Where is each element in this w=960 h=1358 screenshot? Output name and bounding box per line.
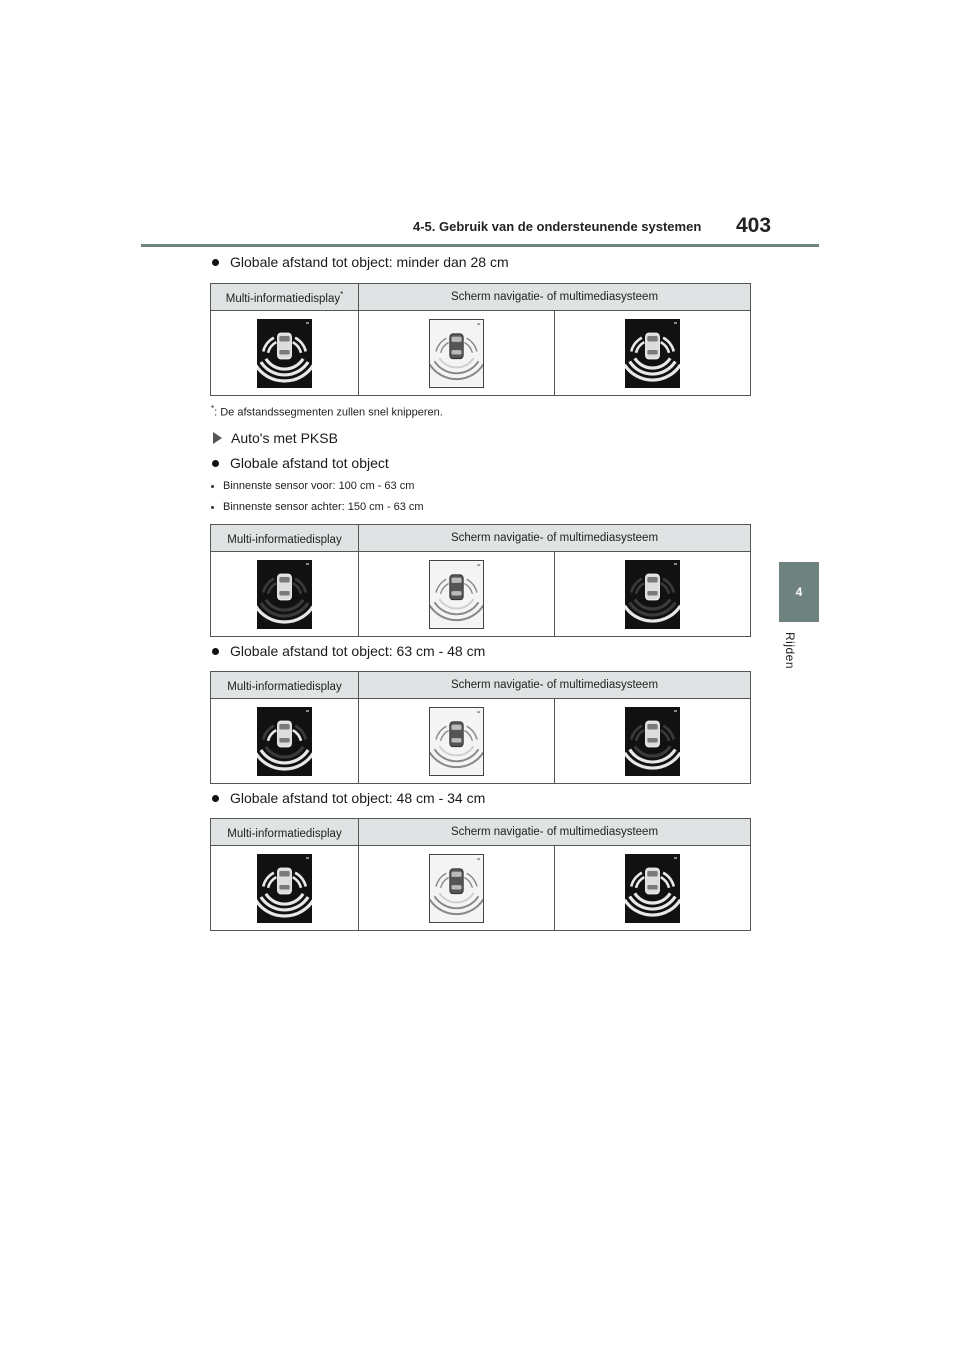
heading-distance-under-28: [210, 254, 509, 270]
display-table-1: [210, 283, 751, 396]
cell-nav-image-light: [359, 699, 555, 784]
heading-distance-63-48: [210, 643, 485, 659]
column-header-multi-info: Multi-informatiedisplay: [211, 525, 359, 552]
multi-info-display-image: [257, 560, 312, 629]
chapter-label: Rijden: [783, 632, 797, 670]
chapter-number: 4: [795, 585, 803, 599]
multi-info-display-image: [257, 319, 312, 388]
multi-info-display-image: [257, 707, 312, 776]
heading-text: Globale afstand tot object: 63 cm - 48 cm: [230, 643, 486, 659]
cell-nav-image-dark: [555, 699, 751, 784]
display-table-3: [210, 671, 751, 784]
sensor-rear-line: Binnenste sensor achter: 150 cm - 63 cm: [211, 501, 424, 513]
cell-multi-info-image: [211, 552, 359, 637]
sensor-front-line: Binnenste sensor voor: 100 cm - 63 cm: [211, 480, 414, 492]
nav-screen-light-image: [429, 707, 484, 776]
cell-nav-image-dark: [555, 552, 751, 637]
multi-info-display-image: [257, 854, 312, 923]
bullet-icon: [211, 506, 214, 509]
nav-screen-light-image: [429, 319, 484, 388]
display-table-2: [210, 524, 751, 637]
column-header-navigation: Scherm navigatie- of multimediasysteem: [359, 525, 751, 552]
display-table-4: [210, 818, 751, 931]
footnote: *: De afstandssegmenten zullen snel knipperen.: [211, 404, 443, 419]
bullet-icon: [212, 648, 219, 655]
cell-nav-image-dark: [555, 846, 751, 931]
bullet-icon: [211, 485, 214, 488]
nav-screen-dark-image: [625, 319, 680, 388]
column-header-navigation: Scherm navigatie- of multimediasysteem: [359, 819, 751, 846]
column-header-multi-info: Multi-informatiedisplay: [211, 819, 359, 846]
section-title: 4-5. Gebruik van de ondersteunende systemen: [413, 219, 702, 234]
bullet-icon: [212, 795, 219, 802]
nav-screen-dark-image: [625, 854, 680, 923]
cell-multi-info-image: [211, 846, 359, 931]
column-header-navigation: Scherm navigatie- of multimediasysteem: [359, 672, 751, 699]
page-number: 403: [736, 214, 772, 237]
heading-text: Globale afstand tot object: [230, 455, 389, 471]
cell-nav-image-light: [359, 846, 555, 931]
cell-nav-image-dark: [555, 311, 751, 396]
subheading-pksb: [210, 430, 338, 446]
heading-distance-general: [210, 455, 389, 471]
column-header-navigation: Scherm navigatie- of multimediasysteem: [359, 284, 751, 311]
cell-multi-info-image: [211, 699, 359, 784]
nav-screen-light-image: [429, 854, 484, 923]
cell-nav-image-light: [359, 552, 555, 637]
header-divider: [141, 244, 819, 247]
heading-text: Globale afstand tot object: 48 cm - 34 cm: [230, 790, 486, 806]
bullet-icon: [212, 259, 219, 266]
nav-screen-dark-image: [625, 560, 680, 629]
triangle-bullet-icon: [213, 432, 222, 444]
cell-nav-image-light: [359, 311, 555, 396]
nav-screen-light-image: [429, 560, 484, 629]
bullet-icon: [212, 460, 219, 467]
column-header-multi-info: Multi-informatiedisplay*: [211, 284, 359, 311]
cell-multi-info-image: [211, 311, 359, 396]
nav-screen-dark-image: [625, 707, 680, 776]
heading-distance-48-34: [210, 790, 485, 806]
column-header-multi-info: Multi-informatiedisplay: [211, 672, 359, 699]
subheading-text: Auto's met PKSB: [231, 430, 338, 446]
chapter-tab[interactable]: [779, 562, 819, 622]
heading-text: Globale afstand tot object: minder dan 28 cm: [230, 254, 509, 270]
